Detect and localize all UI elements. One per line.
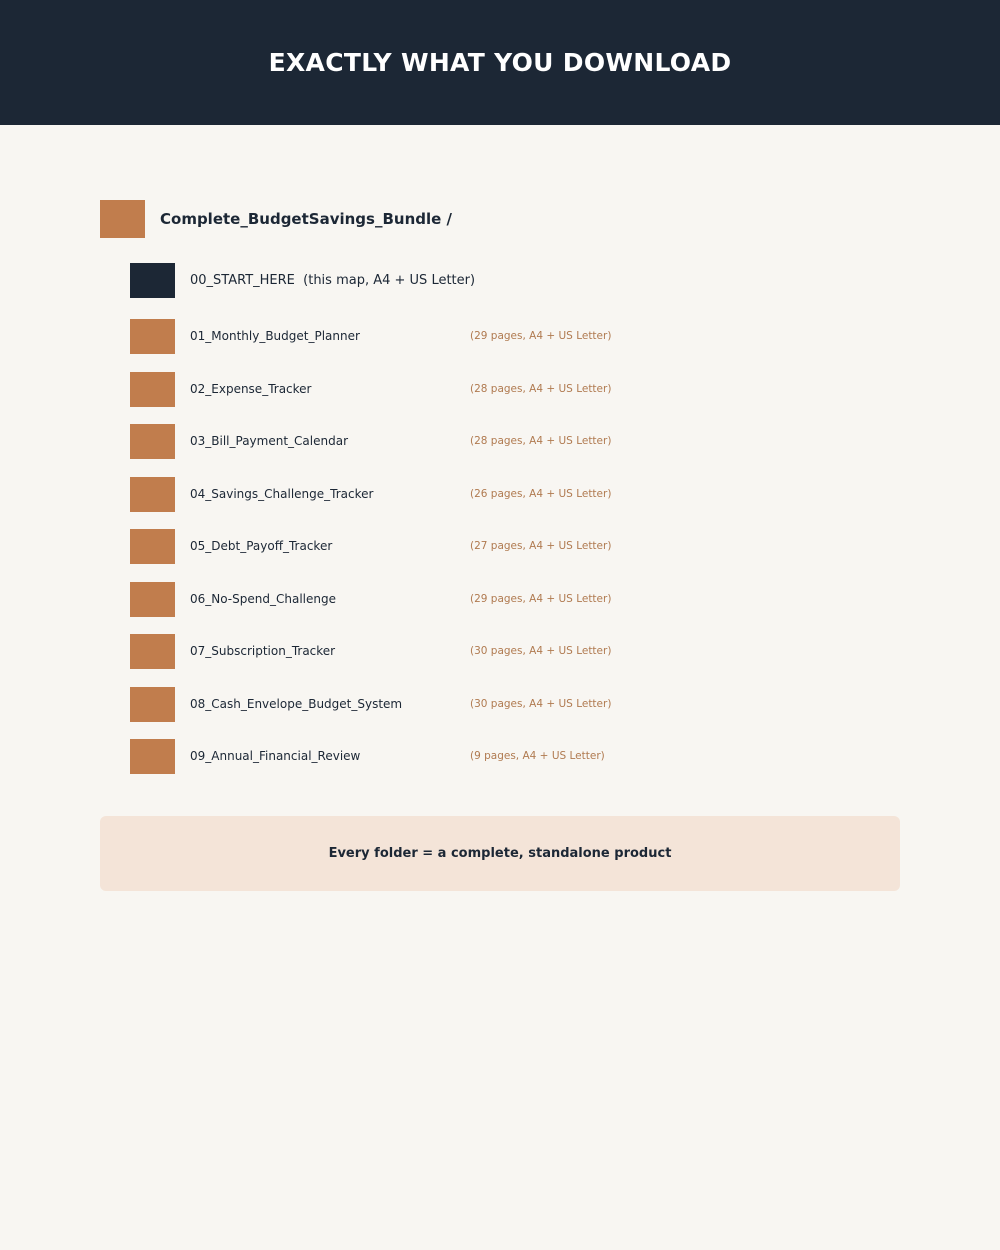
- page-header: [0, 0, 1000, 125]
- folder-meta: (27 pages, A4 + US Letter): [470, 540, 612, 552]
- folder-icon: [130, 529, 175, 564]
- folder-name: 04_Savings_Challenge_Tracker: [190, 486, 374, 501]
- folder-item[interactable]: [130, 477, 730, 512]
- folder-meta: (29 pages, A4 + US Letter): [470, 592, 612, 605]
- folder-icon: [130, 582, 175, 617]
- folder-name: 07_Subscription_Tracker: [190, 644, 336, 658]
- folder-item[interactable]: [130, 582, 730, 617]
- folder-item[interactable]: [130, 319, 730, 354]
- root-folder[interactable]: [100, 200, 452, 238]
- folder-icon: [130, 424, 175, 459]
- folder-icon: [130, 739, 175, 774]
- start-here-label: 00_START_HERE (this map, A4 + US Letter): [190, 273, 476, 288]
- folder-meta: (26 pages, A4 + US Letter): [470, 487, 612, 500]
- start-file-icon: [130, 263, 175, 298]
- folder-item[interactable]: [130, 634, 730, 669]
- folder-name: 03_Bill_Payment_Calendar: [190, 434, 348, 448]
- folder-item[interactable]: [130, 529, 730, 564]
- folder-item[interactable]: [130, 739, 730, 774]
- folder-name: 09_Annual_Financial_Review: [190, 749, 361, 763]
- note-text: Every folder = a complete, standalone product: [328, 846, 672, 861]
- start-here-item[interactable]: [130, 263, 475, 298]
- folder-icon: [130, 687, 175, 722]
- folder-icon: [130, 477, 175, 512]
- folder-item[interactable]: [130, 424, 730, 459]
- page-title: EXACTLY WHAT YOU DOWNLOAD: [268, 48, 732, 77]
- note-banner: [100, 816, 900, 891]
- folder-name: 08_Cash_Envelope_Budget_System: [190, 696, 403, 711]
- folder-item[interactable]: [130, 372, 730, 407]
- folder-name: 01_Monthly_Budget_Planner: [190, 329, 360, 343]
- folder-meta: (30 pages, A4 + US Letter): [470, 697, 612, 710]
- folder-meta: (9 pages, A4 + US Letter): [470, 750, 605, 762]
- root-folder-label: Complete_BudgetSavings_Bundle /: [160, 210, 453, 228]
- folder-meta: (30 pages, A4 + US Letter): [470, 645, 612, 657]
- folder-meta: (28 pages, A4 + US Letter): [470, 435, 612, 447]
- folder-icon: [130, 634, 175, 669]
- folder-icon: [130, 319, 175, 354]
- folder-item[interactable]: [130, 687, 730, 722]
- folder-icon: [130, 372, 175, 407]
- folder-name: 06_No-Spend_Challenge: [190, 591, 336, 606]
- folder-meta: (28 pages, A4 + US Letter): [470, 382, 612, 395]
- folder-name: 02_Expense_Tracker: [190, 381, 312, 396]
- folder-meta: (29 pages, A4 + US Letter): [470, 330, 612, 342]
- folder-name: 05_Debt_Payoff_Tracker: [190, 539, 333, 553]
- root-folder-icon: [100, 200, 145, 238]
